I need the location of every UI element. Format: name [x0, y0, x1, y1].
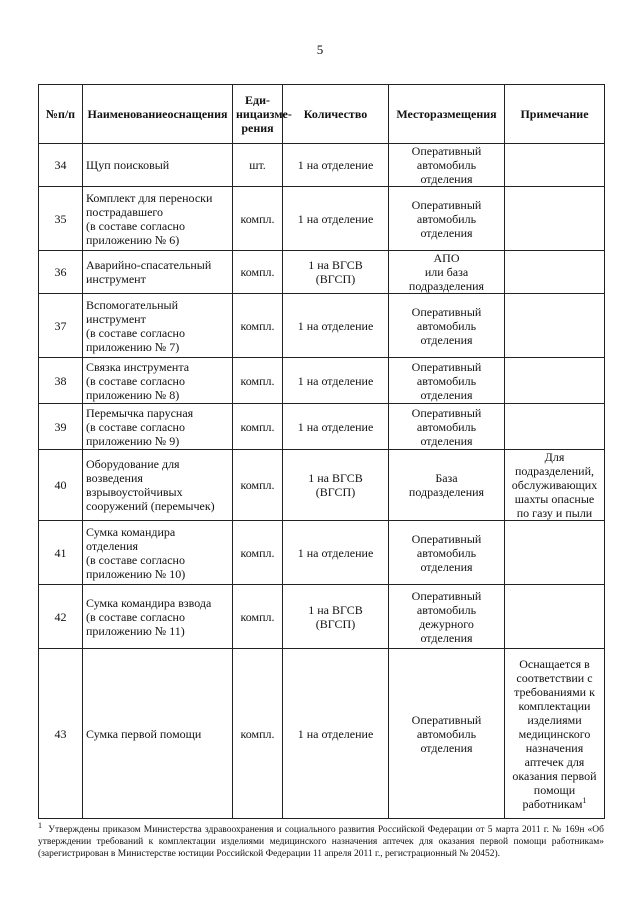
- text-line: инструмент: [86, 311, 146, 326]
- footnote-text: Утверждены приказом Министерства здравоохранения и социального развития Российской Федерации от 5 марта 2011 г. № 169н «Об утверждении требований к комплектации изделиями медицинского назначения аптечек для оказания первой помощи работникам» (зарегистрирован в Министерстве юстиции Российской Федерации 11 апреля 2011 г., регистрационный № 20452).: [38, 825, 604, 859]
- text-line: Сумка командира взвода: [86, 595, 212, 610]
- table-row: [39, 251, 605, 294]
- unit-of-measure: компл.: [233, 251, 283, 294]
- table-row: [39, 404, 605, 450]
- text-line: обслуживающих: [511, 478, 598, 492]
- placement: [389, 251, 505, 294]
- text-line: возведения: [86, 471, 143, 485]
- text-line: приложению № 9): [86, 433, 180, 448]
- text-line: 1 на ВГСВ: [308, 258, 363, 272]
- text-line: Оснащается в: [519, 656, 590, 671]
- text-line: Оперативный: [411, 144, 482, 158]
- quantity: [283, 251, 389, 294]
- text-line: Комплект для переноски: [86, 190, 213, 205]
- equipment-name: [83, 585, 233, 649]
- row-number: 42: [39, 585, 83, 649]
- note: [505, 187, 605, 251]
- text-line: назначения: [525, 740, 584, 755]
- equipment-name: [83, 521, 233, 585]
- text-line: (в составе согласно: [86, 419, 185, 434]
- text-line: Оперативный: [411, 405, 482, 420]
- text-line: подразделения: [408, 485, 485, 499]
- row-number: 37: [39, 294, 83, 358]
- text-line: автомобиль: [416, 545, 477, 560]
- table-header-row: [39, 85, 605, 144]
- text-line: (в составе согласно: [86, 552, 185, 567]
- page-number: 5: [316, 42, 324, 57]
- unit-of-measure: шт.: [233, 144, 283, 187]
- text-line: База: [435, 471, 458, 485]
- footnote-reference: 1: [582, 795, 587, 805]
- header-num: [39, 85, 83, 144]
- text-line: приложению № 6): [86, 232, 180, 247]
- unit-of-measure: компл.: [233, 585, 283, 649]
- row-number: 35: [39, 187, 83, 251]
- text-line: Оперативный: [411, 531, 482, 546]
- quantity: [283, 144, 389, 187]
- quantity: [283, 585, 389, 649]
- text-line: соответствии с: [516, 670, 593, 685]
- text-line: отделения: [420, 387, 473, 402]
- text-line: приложению № 7): [86, 339, 180, 354]
- unit-of-measure: компл.: [233, 521, 283, 585]
- quantity: [283, 450, 389, 521]
- equipment-name: [83, 649, 233, 819]
- text-line: оснащения: [167, 107, 228, 121]
- table-row: [39, 144, 605, 187]
- table-row: [39, 187, 605, 251]
- text-line: Для: [544, 450, 565, 464]
- row-number: 34: [39, 144, 83, 187]
- text-line: Еди-: [245, 93, 270, 107]
- note: [505, 358, 605, 404]
- quantity: [283, 404, 389, 450]
- text-line: (ВГСП): [315, 272, 356, 286]
- text-line: автомобиль: [416, 602, 477, 617]
- placement: [389, 585, 505, 649]
- text-line: 1 на отделение: [297, 726, 374, 741]
- text-line: требованиями к: [514, 684, 595, 699]
- text-line: Сумка командира: [86, 524, 176, 539]
- text-line: АПО: [433, 251, 460, 265]
- header-note: [505, 85, 605, 144]
- text-line: Вспомогательный: [86, 297, 178, 312]
- text-line: Оперативный: [411, 712, 482, 727]
- table-row: [39, 585, 605, 649]
- row-number: 36: [39, 251, 83, 294]
- text-line: отделения: [420, 332, 473, 347]
- text-line: автомобиль: [416, 726, 477, 741]
- text-line: (ВГСП): [315, 485, 356, 499]
- text-line: (в составе согласно: [86, 609, 185, 624]
- note: [505, 144, 605, 187]
- text-line: 1 на отделение: [297, 158, 374, 172]
- text-line: Оперативный: [411, 197, 482, 212]
- unit-of-measure: компл.: [233, 450, 283, 521]
- equipment-name: [83, 294, 233, 358]
- text-line: 1 на отделение: [297, 318, 374, 333]
- unit-of-measure: компл.: [233, 294, 283, 358]
- quantity: [283, 294, 389, 358]
- text-line: Наименование: [87, 107, 168, 121]
- text-line: автомобиль: [416, 419, 477, 434]
- text-line: шахты опасные: [514, 492, 595, 506]
- text-line: отделения: [86, 538, 139, 553]
- text-line: подразделения: [408, 279, 485, 293]
- text-line: помощи: [533, 782, 576, 797]
- text-line: ница: [236, 107, 263, 121]
- unit-of-measure: компл.: [233, 404, 283, 450]
- equipment-table: [38, 84, 605, 819]
- text-line: или база: [424, 265, 469, 279]
- footnote-marker: 1: [38, 820, 42, 830]
- note: [505, 585, 605, 649]
- text-line: Оперативный: [411, 359, 482, 374]
- text-line: 1 на отделение: [297, 419, 374, 434]
- text-line: Оборудование для: [86, 457, 180, 471]
- placement: [389, 294, 505, 358]
- header-quantity: [283, 85, 389, 144]
- text-line: дежурного: [419, 616, 474, 631]
- header-name: [83, 85, 233, 144]
- text-line: Сумка первой помощи: [86, 726, 202, 741]
- text-line: аптечек для: [524, 754, 585, 769]
- row-number: 38: [39, 358, 83, 404]
- placement: [389, 144, 505, 187]
- text-line: Оперативный: [411, 588, 482, 603]
- text-line: отделения: [420, 559, 473, 574]
- text-line: рения: [241, 121, 274, 135]
- text-line: отделения: [420, 172, 473, 186]
- text-line: Аварийно-спасательный: [86, 258, 212, 272]
- table-row: [39, 521, 605, 585]
- header-placement: [389, 85, 505, 144]
- text-line: приложению № 10): [86, 566, 186, 581]
- text-line: взрывоустойчивых: [86, 485, 183, 499]
- row-number: 43: [39, 649, 83, 819]
- equipment-name: [83, 251, 233, 294]
- text-line: №: [45, 107, 58, 121]
- text-line: автомобиль: [416, 158, 477, 172]
- text-line: 1 на отделение: [297, 373, 374, 388]
- unit-of-measure: компл.: [233, 649, 283, 819]
- text-line: отделения: [420, 740, 473, 755]
- quantity: [283, 358, 389, 404]
- unit-of-measure: компл.: [233, 358, 283, 404]
- placement: [389, 404, 505, 450]
- footnote-rule: [38, 818, 196, 819]
- text-line: 1 на отделение: [297, 211, 374, 226]
- text-line-with-ref: [508, 797, 601, 811]
- text-line: 1 на ВГСВ: [308, 471, 363, 485]
- equipment-name: [83, 144, 233, 187]
- text-line: (в составе согласно: [86, 218, 185, 233]
- text-line: оказания первой: [512, 768, 597, 783]
- note: [505, 404, 605, 450]
- equipment-name: [83, 404, 233, 450]
- equipment-name: [83, 450, 233, 521]
- equipment-name: [83, 358, 233, 404]
- row-number: 39: [39, 404, 83, 450]
- text-line: Оперативный: [411, 304, 482, 319]
- text-line: 1 на отделение: [297, 545, 374, 560]
- table-row: [39, 450, 605, 521]
- text-line: автомобиль: [416, 373, 477, 388]
- text-line: изделиями: [527, 712, 582, 727]
- table-row: [39, 649, 605, 819]
- text-line: комплектации: [518, 698, 591, 713]
- text-line: Перемычка парусная: [86, 405, 194, 420]
- text-line: п/п: [57, 107, 76, 121]
- note: [505, 521, 605, 585]
- placement: [389, 450, 505, 521]
- text-line: медицинского: [518, 726, 591, 741]
- table-row: [39, 358, 605, 404]
- text-line: пострадавшего: [86, 204, 164, 219]
- text-line: Щуп поисковый: [86, 158, 170, 172]
- text-line: Примечание: [520, 107, 589, 121]
- table-row: [39, 294, 605, 358]
- note: [505, 294, 605, 358]
- header-unit: [233, 85, 292, 144]
- note: [505, 649, 605, 819]
- text-line: по газу и пыли: [516, 506, 593, 520]
- text-line: автомобиль: [416, 211, 477, 226]
- text-line: (ВГСП): [315, 616, 356, 631]
- footnote: [38, 820, 604, 860]
- text-line: Место: [396, 107, 431, 121]
- text-line: Количество: [303, 107, 368, 121]
- text-line: автомобиль: [416, 318, 477, 333]
- text-line: подразделений,: [514, 464, 595, 478]
- text-line: 1 на ВГСВ: [308, 602, 363, 617]
- text-line: Связка инструмента: [86, 359, 190, 374]
- text-line: работникам: [522, 796, 583, 811]
- placement: [389, 358, 505, 404]
- placement: [389, 649, 505, 819]
- quantity: [283, 187, 389, 251]
- note: [505, 251, 605, 294]
- placement: [389, 521, 505, 585]
- quantity: [283, 521, 389, 585]
- text-line: приложению № 11): [86, 623, 185, 638]
- text-line: (в составе согласно: [86, 373, 185, 388]
- text-line: отделения: [420, 433, 473, 448]
- quantity: [283, 649, 389, 819]
- text-line: отделения: [420, 630, 473, 645]
- note: [505, 450, 605, 521]
- row-number: 40: [39, 450, 83, 521]
- text-line: инструмент: [86, 272, 146, 286]
- text-line: приложению № 8): [86, 387, 180, 402]
- row-number: 41: [39, 521, 83, 585]
- text-line: размещения: [430, 107, 497, 121]
- equipment-name: [83, 187, 233, 251]
- text-line: сооружений (перемычек): [86, 499, 215, 513]
- text-line: отделения: [420, 225, 473, 240]
- unit-of-measure: компл.: [233, 187, 283, 251]
- placement: [389, 187, 505, 251]
- text-line: (в составе согласно: [86, 325, 185, 340]
- text-line: изме-: [262, 107, 292, 121]
